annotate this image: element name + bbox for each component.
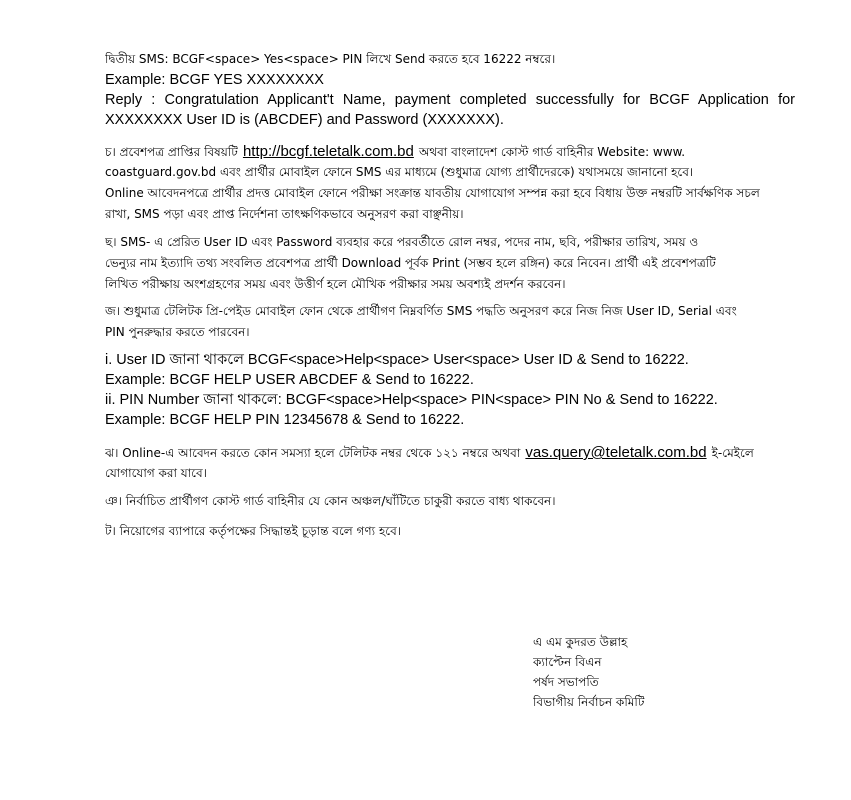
recovery-intro-block [105, 300, 795, 343]
admit-card-line-suffix: অথবা বাংলাদেশ কোস্ট গার্ড বাহিনীর Website: www. [418, 145, 686, 159]
sms-reply-line: Reply : Congratulation Applicant't Name, payment completed successfully for BCGF Application for [105, 92, 795, 108]
support-contact-prefix: ঝ। Online-এ আবেদন করতে কোন সমস্যা হলে টেলিটক নম্বর থেকে ১২১ নম্বরে অথবা [105, 446, 521, 460]
support-contact-block [105, 441, 795, 484]
pin-recovery-line: ii. PIN Number জানা থাকলে: BCGF<space>Help<space> PIN<space> PIN No & Send to 16222. [105, 392, 718, 408]
posting-notice-block [105, 490, 795, 512]
support-contact-suffix: ই-মেইলে [711, 446, 754, 460]
signatory-committee: বিভাগীয় নির্বাচন কমিটি [533, 695, 645, 709]
admit-card-line-prefix: চ। প্রবেশপত্র প্রাপ্তির বিষয়টি [105, 145, 238, 159]
teletalk-website-link[interactable]: http://bcgf.teletalk.com.bd [242, 143, 414, 160]
authority-decision-block [105, 520, 795, 542]
authority-decision-line: ট। নিয়োগের ব্যাপারে কর্তৃপক্ষের সিদ্ধান্তই চূড়ান্ত বলে গণ্য হবে। [105, 524, 402, 538]
admit-card-line-3: Online আবেদনপত্রে প্রার্থীর প্রদত্ত মোবাইল ফোনে পরীক্ষা সংক্রান্ত যাবতীয় যোগাযোগ সম্পন্ন করা হবে বিধায় উক্ত নম্বরটি সার্বক্ষণিক সচল [105, 186, 760, 200]
login-instruction-line-1: ছ। SMS- এ প্রেরিত User ID এবং Password ব্যবহার করে পরবর্তীতে রোল নম্বর, পদের নাম, ছবি, পরীক্ষার তারিখ, সময় ও [105, 235, 699, 249]
admit-card-line-4: রাখা, SMS পড়া এবং প্রাপ্ত নির্দেশনা তাৎক্ষণিকভাবে অনুসরণ করা বাঞ্ছনীয়। [105, 207, 464, 221]
login-instruction-line-2: ভেন্যুর নাম ইত্যাদি তথ্য সংবলিত প্রবেশপত্র প্রার্থী Download পূর্বক Print (সম্ভব হলে রঙ্গিন) করে নিবেন। প্রার্থী এই প্রবেশপত্রটি [105, 256, 716, 270]
user-id-example-line: Example: BCGF HELP USER ABCDEF & Send to 16222. [105, 372, 474, 388]
login-instruction-line-3: লিখিত পরীক্ষায় অংশগ্রহণের সময় এবং উত্তীর্ণ হলে মৌখিক পরীক্ষার সময় অবশ্যই প্রদর্শন করবেন। [105, 277, 566, 291]
user-id-recovery-line: i. User ID জানা থাকলে BCGF<space>Help<space> User<space> User ID & Send to 16222. [105, 352, 689, 368]
admit-card-line-1 [105, 140, 795, 162]
posting-notice-line: ঞ। নির্বাচিত প্রার্থীগণ কোস্ট গার্ড বাহিনীর যে কোন অঞ্চল/ঘাঁটিতে চাকুরী করতে বাধ্য থাকবেন। [105, 494, 556, 508]
login-instruction-block [105, 231, 795, 295]
recovery-steps-block [105, 350, 795, 430]
sms-example-line: Example: BCGF YES XXXXXXXX [105, 72, 324, 88]
recovery-intro-line-1: জ। শুধুমাত্র টেলিটক প্রি-পেইড মোবাইল ফোন থেকে প্রার্থীগণ নিম্নবর্ণিত SMS পদ্ধতি অনুসরণ করে নিজ নিজ User ID, Serial এবং [105, 304, 737, 318]
support-email-link[interactable]: vas.query@teletalk.com.bd [525, 444, 707, 461]
signatory-rank: ক্যাপ্টেন বিএন [533, 655, 602, 669]
support-contact-line-2: যোগাযোগ করা যাবে। [105, 466, 207, 480]
sms-reply-credentials-line: XXXXXXXX User ID is (ABCDEF) and Password (XXXXXXX). [105, 112, 504, 128]
sms-second-step-block [105, 48, 795, 130]
signatory-role: পর্ষদ সভাপতি [533, 675, 599, 689]
sms-second-step-line: দ্বিতীয় SMS: BCGF<space> Yes<space> PIN লিখে Send করতে হবে 16222 নম্বরে। [105, 52, 556, 66]
signatory-name: এ এম কুদরত উল্লাহ [533, 635, 628, 649]
admit-card-line-2: coastguard.gov.bd এবং প্রার্থীর মোবাইল ফোনে SMS এর মাধ্যমে (শুধুমাত্র যোগ্য প্রার্থীদেরকে) যথাসময়ে জানানো হবে। [105, 165, 694, 179]
support-contact-line-1 [105, 441, 795, 463]
pin-example-line: Example: BCGF HELP PIN 12345678 & Send to 16222. [105, 412, 465, 428]
signature-block [533, 632, 733, 712]
admit-card-notice-block [105, 140, 795, 225]
recovery-intro-line-2: PIN পুনরুদ্ধার করতে পারবেন। [105, 325, 250, 339]
